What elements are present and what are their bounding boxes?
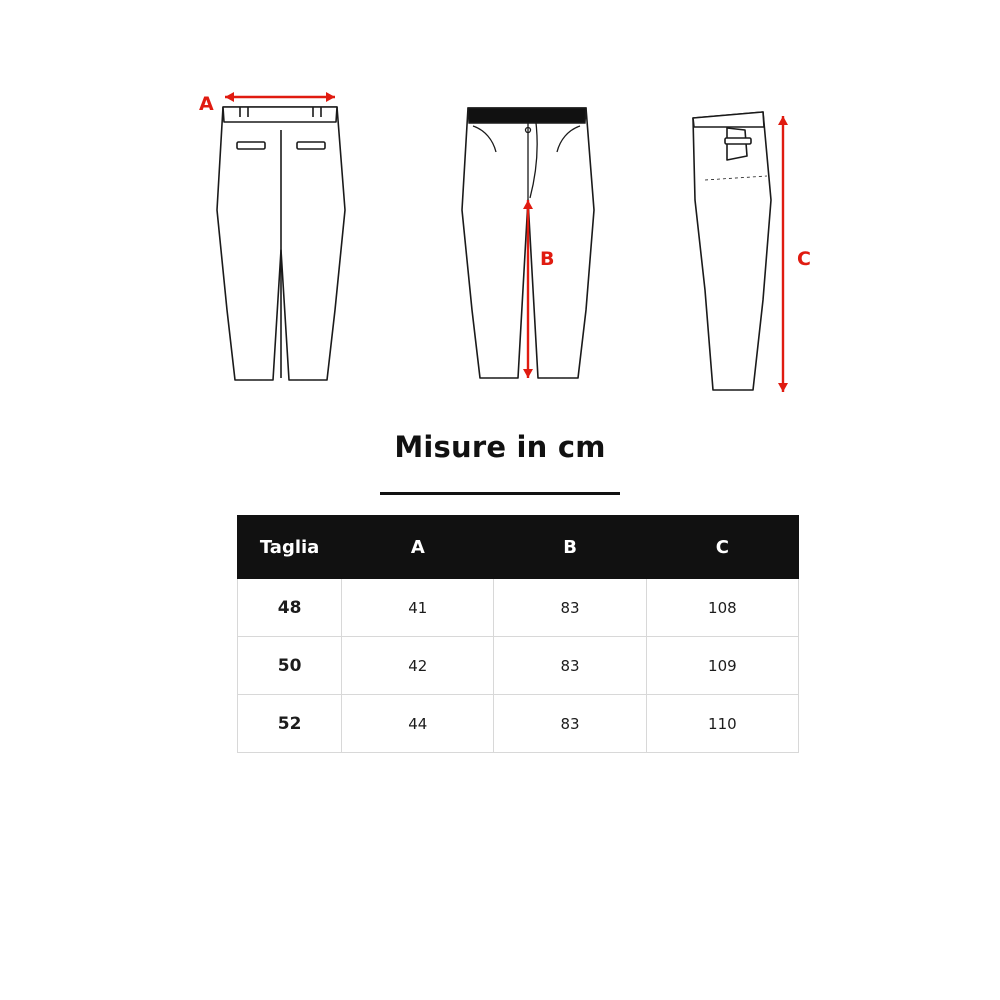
front-view-figure <box>440 60 660 420</box>
table-header-b: B <box>494 516 646 579</box>
cell-a: 44 <box>342 695 494 753</box>
cell-a: 41 <box>342 579 494 637</box>
table-header-c: C <box>646 516 798 579</box>
cell-size: 48 <box>238 579 342 637</box>
measure-b-label: B <box>540 248 555 270</box>
cell-a: 42 <box>342 637 494 695</box>
measure-a-arrow <box>225 92 335 102</box>
cell-b: 83 <box>494 579 646 637</box>
table-header-size: Taglia <box>238 516 342 579</box>
garment-diagrams <box>0 60 1000 420</box>
measure-c-arrow <box>778 116 788 392</box>
page-title: Misure in cm <box>394 430 606 464</box>
cell-c: 110 <box>646 695 798 753</box>
front-view-illustration <box>440 60 660 420</box>
back-view-illustration <box>185 60 405 420</box>
measure-c-label: C <box>797 248 811 270</box>
side-view-illustration <box>675 60 895 420</box>
cell-b: 83 <box>494 637 646 695</box>
table-header-row <box>238 516 799 579</box>
cell-c: 109 <box>646 637 798 695</box>
table-row <box>238 579 799 637</box>
title-divider <box>380 492 620 495</box>
side-view-figure <box>675 60 895 420</box>
back-view-figure <box>185 60 405 420</box>
cell-c: 108 <box>646 579 798 637</box>
cell-size: 52 <box>238 695 342 753</box>
size-table <box>237 515 799 753</box>
table-row <box>238 637 799 695</box>
measure-a-label: A <box>199 93 214 115</box>
table-header-a: A <box>342 516 494 579</box>
table-row <box>238 695 799 753</box>
cell-b: 83 <box>494 695 646 753</box>
cell-size: 50 <box>238 637 342 695</box>
